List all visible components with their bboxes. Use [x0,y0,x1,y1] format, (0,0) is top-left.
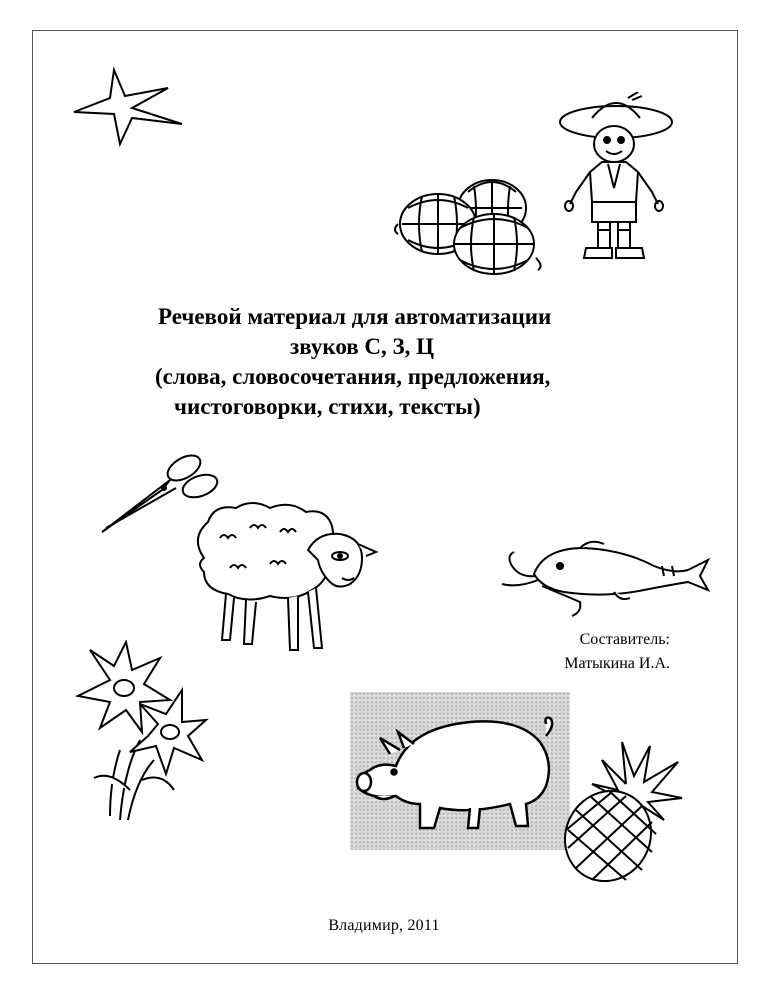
boy-illustration [556,92,680,268]
star-illustration [70,66,186,148]
title-line-1: Речевой материал для автоматизации [158,304,552,329]
melons-illustration [392,172,552,280]
author-name: Матыкина И.А. [564,655,670,672]
sheep-illustration [190,498,390,662]
author-label: Составитель: [579,631,670,648]
pineapple-illustration [552,740,684,886]
title-line-3: (слова, словосочетания, предложения, [155,364,551,389]
title-line-2: звуков С, З, Ц [290,334,435,359]
pig-illustration [350,692,570,850]
footer-place-year: Владимир, 2011 [328,917,440,934]
catfish-illustration [494,536,712,618]
document-title [120,302,680,422]
lily-illustration [70,640,210,822]
author-block [500,628,670,676]
title-line-4: чистоговорки, стихи, тексты) [174,394,481,419]
